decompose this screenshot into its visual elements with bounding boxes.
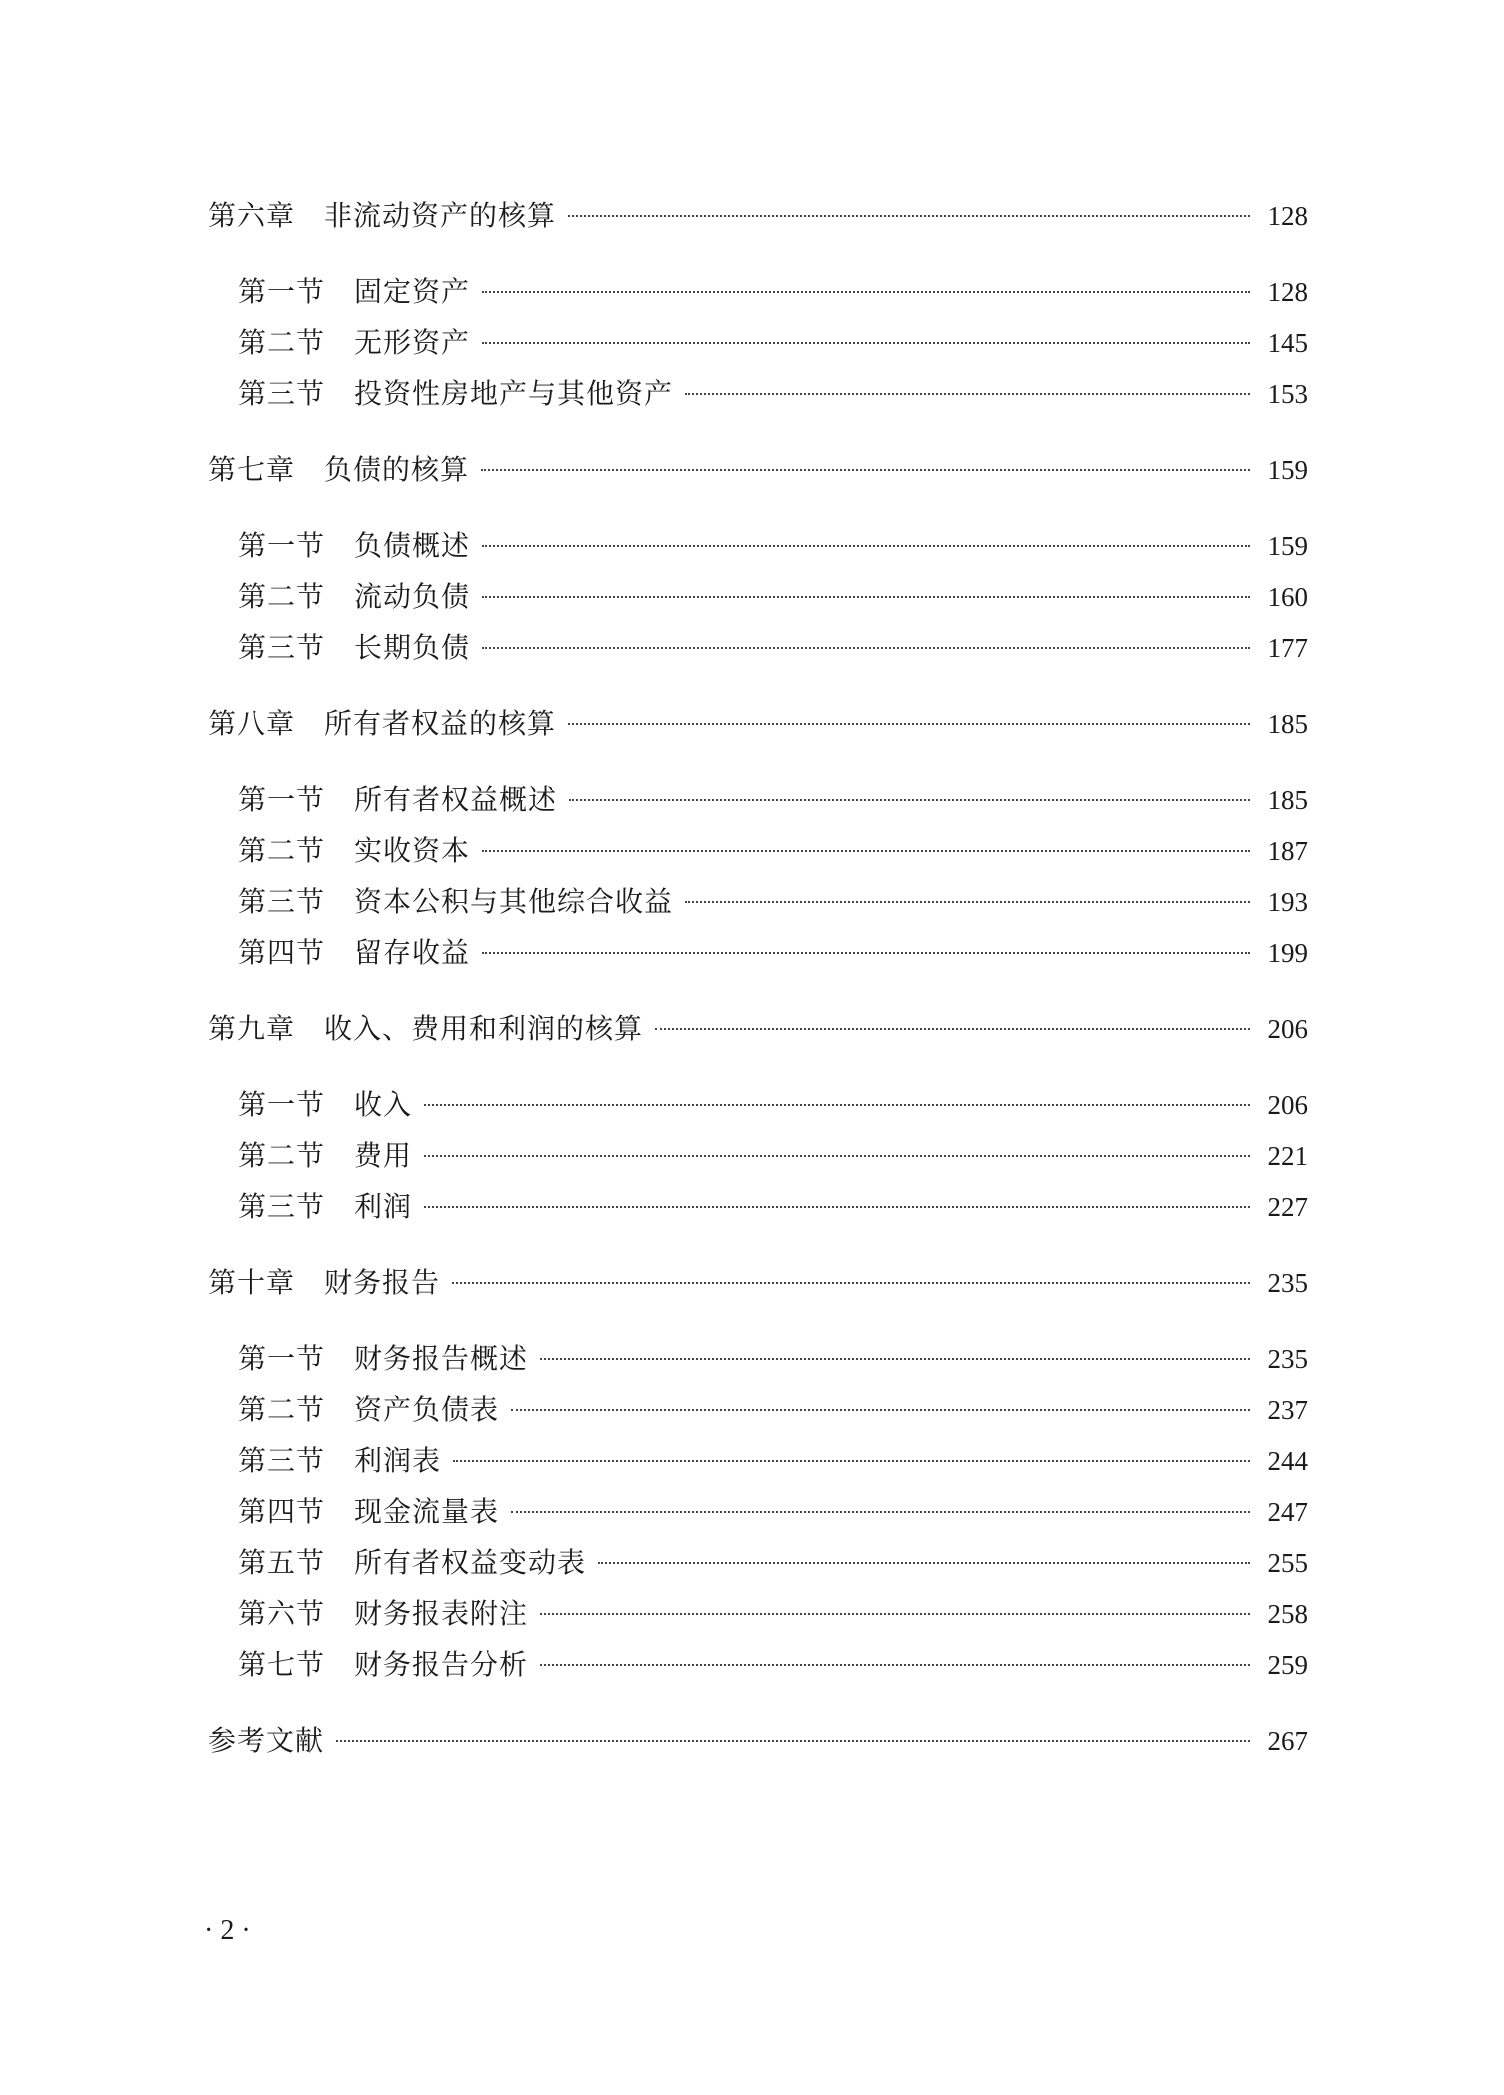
toc-entry-title: 负债的核算 bbox=[324, 453, 470, 486]
dot-leader bbox=[511, 1511, 1250, 1513]
toc-entry-title: 投资性房地产与其他资产 bbox=[354, 377, 674, 410]
toc-chapter-entry[interactable] bbox=[208, 1003, 1308, 1054]
toc-entry-page: 153 bbox=[1267, 379, 1308, 409]
dot-leader bbox=[482, 596, 1250, 598]
toc-entry-number: 第一节 bbox=[238, 1342, 326, 1375]
toc-entry-page: 159 bbox=[1267, 455, 1308, 485]
toc-entry-page: 185 bbox=[1267, 709, 1308, 739]
toc-entry-page: 159 bbox=[1267, 531, 1308, 561]
dot-leader bbox=[540, 1664, 1250, 1666]
toc-section-entry[interactable] bbox=[208, 1333, 1308, 1384]
toc-entry-number: 第二节 bbox=[238, 834, 326, 867]
toc-entry-page: 255 bbox=[1267, 1548, 1308, 1578]
toc-entry-page: 235 bbox=[1267, 1344, 1308, 1374]
dot-leader bbox=[568, 723, 1250, 725]
toc-entry-number: 第六节 bbox=[238, 1597, 326, 1630]
dot-leader bbox=[452, 1282, 1250, 1284]
toc-entry-number: 第三节 bbox=[238, 631, 326, 664]
dot-leader bbox=[336, 1740, 1250, 1742]
toc-entry-title: 资本公积与其他综合收益 bbox=[354, 885, 674, 918]
toc-entry-number: 第三节 bbox=[238, 377, 326, 410]
toc-entry-number: 第二节 bbox=[238, 1393, 326, 1426]
toc-entry-number: 第二节 bbox=[238, 1139, 326, 1172]
toc-entry-title: 财务报表附注 bbox=[354, 1597, 529, 1630]
dot-leader bbox=[540, 1613, 1250, 1615]
toc-chapter-entry[interactable] bbox=[208, 1257, 1308, 1308]
toc-entry-page: 193 bbox=[1267, 887, 1308, 917]
dot-leader bbox=[482, 342, 1250, 344]
toc-entry-page: 145 bbox=[1267, 328, 1308, 358]
toc-entry-number: 第三节 bbox=[238, 885, 326, 918]
toc-entry-page: 258 bbox=[1267, 1599, 1308, 1629]
toc-entry-page: 227 bbox=[1267, 1192, 1308, 1222]
toc-entry-page: 185 bbox=[1267, 785, 1308, 815]
toc-entry-page: 160 bbox=[1267, 582, 1308, 612]
toc-section-entry[interactable] bbox=[208, 927, 1308, 978]
toc-section-entry[interactable] bbox=[208, 1537, 1308, 1588]
dot-leader bbox=[482, 647, 1250, 649]
toc-entry-title: 费用 bbox=[354, 1139, 413, 1172]
toc-entry-number: 第七章 bbox=[208, 453, 296, 486]
toc-entry-title: 非流动资产的核算 bbox=[324, 199, 557, 232]
toc-entry-page: 187 bbox=[1267, 836, 1308, 866]
toc-section-entry[interactable] bbox=[208, 825, 1308, 876]
dot-leader bbox=[481, 469, 1250, 471]
toc-chapter-entry[interactable] bbox=[208, 190, 1308, 241]
toc-entry-page: 128 bbox=[1267, 201, 1308, 231]
toc-entry-title: 利润表 bbox=[354, 1444, 442, 1477]
dot-leader bbox=[685, 901, 1250, 903]
toc-entry-title: 所有者权益变动表 bbox=[354, 1546, 587, 1579]
toc-entry-number: 第七节 bbox=[238, 1648, 326, 1681]
dot-leader bbox=[568, 215, 1250, 217]
dot-leader bbox=[424, 1155, 1250, 1157]
toc-section-entry[interactable] bbox=[208, 266, 1308, 317]
toc-entry-number: 第四节 bbox=[238, 936, 326, 969]
table-of-contents bbox=[208, 190, 1308, 1766]
dot-leader bbox=[482, 952, 1250, 954]
toc-entry-title: 利润 bbox=[354, 1190, 413, 1223]
dot-leader bbox=[424, 1206, 1250, 1208]
toc-section-entry[interactable] bbox=[208, 1181, 1308, 1232]
toc-entry-title: 长期负债 bbox=[354, 631, 471, 664]
toc-entry-title: 财务报告 bbox=[324, 1266, 441, 1299]
toc-entry-title: 固定资产 bbox=[354, 275, 471, 308]
toc-entry-title: 流动负债 bbox=[354, 580, 471, 613]
toc-section-entry[interactable] bbox=[208, 520, 1308, 571]
toc-entry-title: 现金流量表 bbox=[354, 1495, 500, 1528]
toc-section-entry[interactable] bbox=[208, 317, 1308, 368]
toc-entry-number: 第四节 bbox=[238, 1495, 326, 1528]
dot-leader bbox=[655, 1028, 1250, 1030]
dot-leader bbox=[482, 850, 1250, 852]
toc-entry-page: 206 bbox=[1267, 1090, 1308, 1120]
dot-leader bbox=[424, 1104, 1250, 1106]
toc-section-entry[interactable] bbox=[208, 571, 1308, 622]
toc-entry-title: 所有者权益的核算 bbox=[324, 707, 557, 740]
toc-entry-number: 第一节 bbox=[238, 1088, 326, 1121]
toc-entry-page: 177 bbox=[1267, 633, 1308, 663]
toc-entry-page: 259 bbox=[1267, 1650, 1308, 1680]
toc-entry-number: 参考文献 bbox=[208, 1724, 325, 1757]
toc-section-entry[interactable] bbox=[208, 1639, 1308, 1690]
toc-entry-title: 无形资产 bbox=[354, 326, 471, 359]
toc-entry-title: 所有者权益概述 bbox=[354, 783, 558, 816]
toc-section-entry[interactable] bbox=[208, 1384, 1308, 1435]
dot-leader bbox=[569, 799, 1250, 801]
toc-section-entry[interactable] bbox=[208, 1079, 1308, 1130]
toc-chapter-entry[interactable] bbox=[208, 1715, 1308, 1766]
dot-leader bbox=[511, 1409, 1250, 1411]
dot-leader bbox=[598, 1562, 1250, 1564]
toc-entry-number: 第一节 bbox=[238, 529, 326, 562]
toc-entry-number: 第八章 bbox=[208, 707, 296, 740]
toc-entry-number: 第三节 bbox=[238, 1190, 326, 1223]
toc-section-entry[interactable] bbox=[208, 622, 1308, 673]
toc-chapter-entry[interactable] bbox=[208, 698, 1308, 749]
toc-entry-page: 235 bbox=[1267, 1268, 1308, 1298]
toc-entry-title: 收入 bbox=[354, 1088, 413, 1121]
toc-section-entry[interactable] bbox=[208, 876, 1308, 927]
toc-entry-title: 留存收益 bbox=[354, 936, 471, 969]
dot-leader bbox=[453, 1460, 1250, 1462]
toc-entry-number: 第六章 bbox=[208, 199, 296, 232]
toc-section-entry[interactable] bbox=[208, 774, 1308, 825]
toc-entry-number: 第十章 bbox=[208, 1266, 296, 1299]
page-number: · 2 · bbox=[204, 1915, 251, 1946]
toc-entry-page: 206 bbox=[1267, 1014, 1308, 1044]
toc-entry-number: 第二节 bbox=[238, 326, 326, 359]
toc-entry-number: 第一节 bbox=[238, 783, 326, 816]
toc-entry-page: 221 bbox=[1267, 1141, 1308, 1171]
toc-entry-title: 收入、费用和利润的核算 bbox=[324, 1012, 644, 1045]
toc-entry-number: 第一节 bbox=[238, 275, 326, 308]
dot-leader bbox=[482, 545, 1250, 547]
toc-entry-title: 财务报告概述 bbox=[354, 1342, 529, 1375]
toc-entry-title: 负债概述 bbox=[354, 529, 471, 562]
toc-section-entry[interactable] bbox=[208, 368, 1308, 419]
toc-entry-number: 第三节 bbox=[238, 1444, 326, 1477]
toc-entry-title: 财务报告分析 bbox=[354, 1648, 529, 1681]
toc-entry-number: 第五节 bbox=[238, 1546, 326, 1579]
dot-leader bbox=[482, 291, 1250, 293]
toc-section-entry[interactable] bbox=[208, 1435, 1308, 1486]
toc-section-entry[interactable] bbox=[208, 1486, 1308, 1537]
toc-entry-page: 237 bbox=[1267, 1395, 1308, 1425]
toc-chapter-entry[interactable] bbox=[208, 444, 1308, 495]
dot-leader bbox=[540, 1358, 1250, 1360]
toc-entry-title: 资产负债表 bbox=[354, 1393, 500, 1426]
toc-section-entry[interactable] bbox=[208, 1130, 1308, 1181]
toc-entry-number: 第二节 bbox=[238, 580, 326, 613]
toc-entry-number: 第九章 bbox=[208, 1012, 296, 1045]
toc-entry-title: 实收资本 bbox=[354, 834, 471, 867]
toc-entry-page: 244 bbox=[1267, 1446, 1308, 1476]
toc-entry-page: 267 bbox=[1267, 1726, 1308, 1756]
toc-section-entry[interactable] bbox=[208, 1588, 1308, 1639]
toc-entry-page: 128 bbox=[1267, 277, 1308, 307]
toc-entry-page: 247 bbox=[1267, 1497, 1308, 1527]
toc-entry-page: 199 bbox=[1267, 938, 1308, 968]
dot-leader bbox=[685, 393, 1250, 395]
